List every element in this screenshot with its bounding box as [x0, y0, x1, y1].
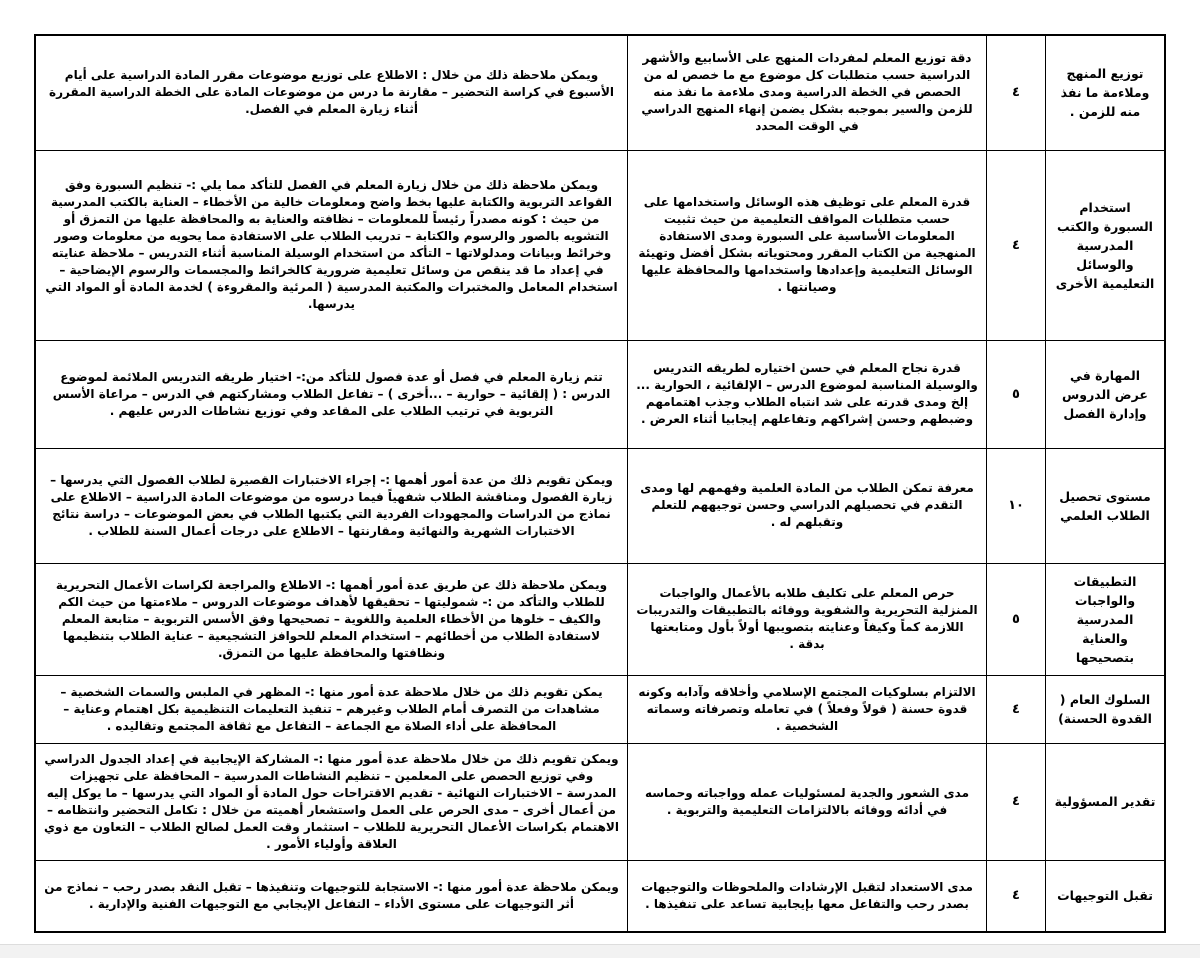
- criterion-title: التطبيقات والواجبات المدرسية والعناية بتصحيحها: [1046, 563, 1166, 675]
- criterion-evidence: ويمكن تقويم ذلك من خلال ملاحظة عدة أمور منها :- المشاركة الإيجابية في إعداد الجدول الدراسي وفي توزيع الحصص على المعلمين – تنظيم النشاطات المدرسية – المحافظة على تجهيزات المدرسة – الاختبارات النهائية - تقديم الاقتراحات حول المادة أو المواد التي يدرسها – ما يوكل إليه من أعمال أخرى – مدى الحرص على العمل واستشعار أهميته من خلال : تكامل التحضير وانتظامه – الاهتمام بكراسات الأعمال التحريرية للطلاب – استثمار وقت العمل لصالح الطلاب – التعاون مع ذوي العلاقة وأولياء الأمور .: [35, 743, 628, 860]
- criterion-score: ٤: [987, 743, 1046, 860]
- criterion-evidence: يمكن تقويم ذلك من خلال ملاحظة عدة أمور منها :- المظهر في الملبس والسمات الشخصية – مشاهدات من التصرف أمام الطلاب وغيرهم – تنفيذ التعليمات التنظيمية بكل اهتمام وعناية – المحافظة على أداء الصلاة مع الجماعة – التفاعل مع ثقافة المجتمع وتقاليده .: [35, 675, 628, 743]
- criterion-score: ٥: [987, 340, 1046, 448]
- criterion-evidence: ويمكن تقويم ذلك من عدة أمور أهمها :- إجراء الاختبارات القصيرة لطلاب الفصول التي يدرسها – زيارة الفصول ومناقشة الطلاب شفهياً فيما درسوه من موضوعات المادة الدراسية – الاطلاع على نماذج من الدراسات والمجهودات الفردية التي يكتبها الطلاب في بعض الموضوعات – دراسة نتائج الاختبارات الشهرية والنهائية ومقارنتها – الاطلاع على درجات أعمال السنة للطلاب .: [35, 448, 628, 563]
- criterion-score: ٤: [987, 150, 1046, 340]
- table-row: [35, 150, 1165, 340]
- criterion-title: تقدير المسؤولية: [1046, 743, 1166, 860]
- criterion-description: الالتزام بسلوكيات المجتمع الإسلامي وأخلاقه وآدابه وكونه قدوة حسنة ( قولاً وفعلاً ) في تعامله وتصرفاته وسماته الشخصية .: [628, 675, 987, 743]
- criterion-score: ٤: [987, 860, 1046, 932]
- criterion-description: حرص المعلم على تكليف طلابه بالأعمال والواجبات المنزلية التحريرية والشفوية ووفائه بالتطبيقات والتدريبات اللازمة كماً وكيفاً وعنايته بتصويبها أولاً بأول ومتابعتها بدقة .: [628, 563, 987, 675]
- criterion-description: دقة توزيع المعلم لمفردات المنهج على الأسابيع والأشهر الدراسية حسب متطلبات كل موضوع مع ما خصص له من الحصص في الخطة الدراسية ومدى ملاءمة ما نفذ منه للزمن والسير بموجبه بشكل يضمن إنهاء المنهج الدراسي في الوقت المحدد: [628, 35, 987, 150]
- criterion-evidence: ويمكن ملاحظة ذلك من خلال زيارة المعلم في الفصل للتأكد مما يلي :- تنظيم السبورة وفق القواعد التربوية والكتابة عليها بخط واضح ومعلومات خالية من الأخطاء – العناية بالكتب المدرسية من حيث : كونه مصدراً رئيساً للمعلومات – نظافته والعناية به والمحافظة عليها من التمزق أو التشويه بالصور والرسوم والكتابة – تدريب الطلاب على الاستفادة مما يحويه من معلومات وصور وخرائط وبيانات ومدلولاتها – التأكد من استخدام الوسيلة المناسبة أثناء التدريس – ملاحظة عنايته في إعداد ما قد ينقص من وسائل تعليمية ضرورية كالخرائط والمجسمات والرسوم الإيضاحية – استخدام المعامل والمختبرات والمكتبة المدرسية ( المرئية والمقروءة ) لخدمة المادة أو المواد التي يدرسها.: [35, 150, 628, 340]
- criterion-description: مدى الشعور والجدية لمسئوليات عمله وواجباته وحماسه في أدائه ووفائه بالالتزامات التعليمية والتربوية .: [628, 743, 987, 860]
- table-row: [35, 340, 1165, 448]
- criterion-title: تقبل التوجيهات: [1046, 860, 1166, 932]
- criterion-description: قدرة المعلم على توظيف هذه الوسائل واستخدامها على حسب متطلبات المواقف التعليمية من حيث تثبيت المعلومات الأساسية على السبورة ومدى الاستفادة المنهجية من الكتاب المقرر ومحتوياته بشكل أفضل وتهيئة الوسائل التعليمية وإعدادها واستخدامها والمحافظة عليها وصيانتها .: [628, 150, 987, 340]
- criterion-evidence: تتم زيارة المعلم في فصل أو عدة فصول للتأكد من:- اختيار طريقه التدريس الملائمة لموضوع الدرس : ( إلقائية – حوارية – ...أخرى ) – تفاعل الطلاب ومشاركتهم في الدرس – مراعاة الأسس التربوية في ترتيب الطلاب على المقاعد وفي توزيع نشاطات الدرس عليهم .: [35, 340, 628, 448]
- document-page: [34, 34, 1166, 931]
- table-row: [35, 743, 1165, 860]
- evaluation-criteria-table: [34, 34, 1166, 933]
- criterion-description: مدى الاستعداد لتقبل الإرشادات والملحوظات والتوجيهات بصدر رحب والتفاعل معها بإيجابية تساعد على تنفيذها .: [628, 860, 987, 932]
- criterion-evidence: ويمكن ملاحظة ذلك من خلال : الاطلاع على توزيع موضوعات مقرر المادة الدراسية على أيام الأسبوع في كراسة التحضير – مقارنة ما درس من موضوعات المادة على الخطة الدراسية المقررة أثناء زيارة المعلم في الفصل.: [35, 35, 628, 150]
- criterion-evidence: ويمكن ملاحظة عدة أمور منها :- الاستجابة للتوجيهات وتنفيذها – تقبل النقد بصدر رحب – نماذج من أثر التوجيهات على مستوى الأداء – التفاعل الإيجابي مع التوجيهات الفنية والإدارية .: [35, 860, 628, 932]
- bottom-edge-strip: [0, 944, 1200, 958]
- table-row: [35, 448, 1165, 563]
- criterion-score: ٤: [987, 675, 1046, 743]
- criterion-title: استخدام السبورة والكتب المدرسية والوسائل التعليمية الأخرى: [1046, 150, 1166, 340]
- criterion-score: ٤: [987, 35, 1046, 150]
- criterion-score: ١٠: [987, 448, 1046, 563]
- criterion-title: السلوك العام ( القدوة الحسنة): [1046, 675, 1166, 743]
- criterion-description: معرفة تمكن الطلاب من المادة العلمية وفهمهم لها ومدى التقدم في تحصيلهم الدراسي وحسن توجيههم للتعلم وتقبلهم له .: [628, 448, 987, 563]
- criterion-evidence: ويمكن ملاحظة ذلك عن طريق عدة أمور أهمها :- الاطلاع والمراجعة لكراسات الأعمال التحريرية للطلاب والتأكد من :- شموليتها – تحقيقها لأهداف موضوعات الدروس – ملاءمتها من حيث الكم والكيف – خلوها من الأخطاء العلمية واللغوية – تصحيحها وفق الأسس التربوية – متابعة المعلم لاستفادة الطلاب من أخطائهم – استخدام المعلم للحوافز التشجيعية – عناية الطلاب بتنظيمها ونظافتها والمحافظة عليها من التمزق.: [35, 563, 628, 675]
- criterion-description: قدرة نجاح المعلم في حسن اختياره لطريقه التدريس والوسيلة المناسبة لموضوع الدرس – الإلقائية ، الحوارية ... إلخ ومدى قدرته على شد انتباه الطلاب وجذب اهتمامهم وضبطهم وحسن إشراكهم وتفاعلهم إيجابيا أثناء العرض .: [628, 340, 987, 448]
- criterion-title: توزيع المنهج وملاءمة ما نفذ منه للزمن .: [1046, 35, 1166, 150]
- criterion-title: المهارة في عرض الدروس وإدارة الفصل: [1046, 340, 1166, 448]
- table-row: [35, 563, 1165, 675]
- table-row: [35, 860, 1165, 932]
- table-row: [35, 35, 1165, 150]
- criterion-title: مستوى تحصيل الطلاب العلمي: [1046, 448, 1166, 563]
- criterion-score: ٥: [987, 563, 1046, 675]
- table-row: [35, 675, 1165, 743]
